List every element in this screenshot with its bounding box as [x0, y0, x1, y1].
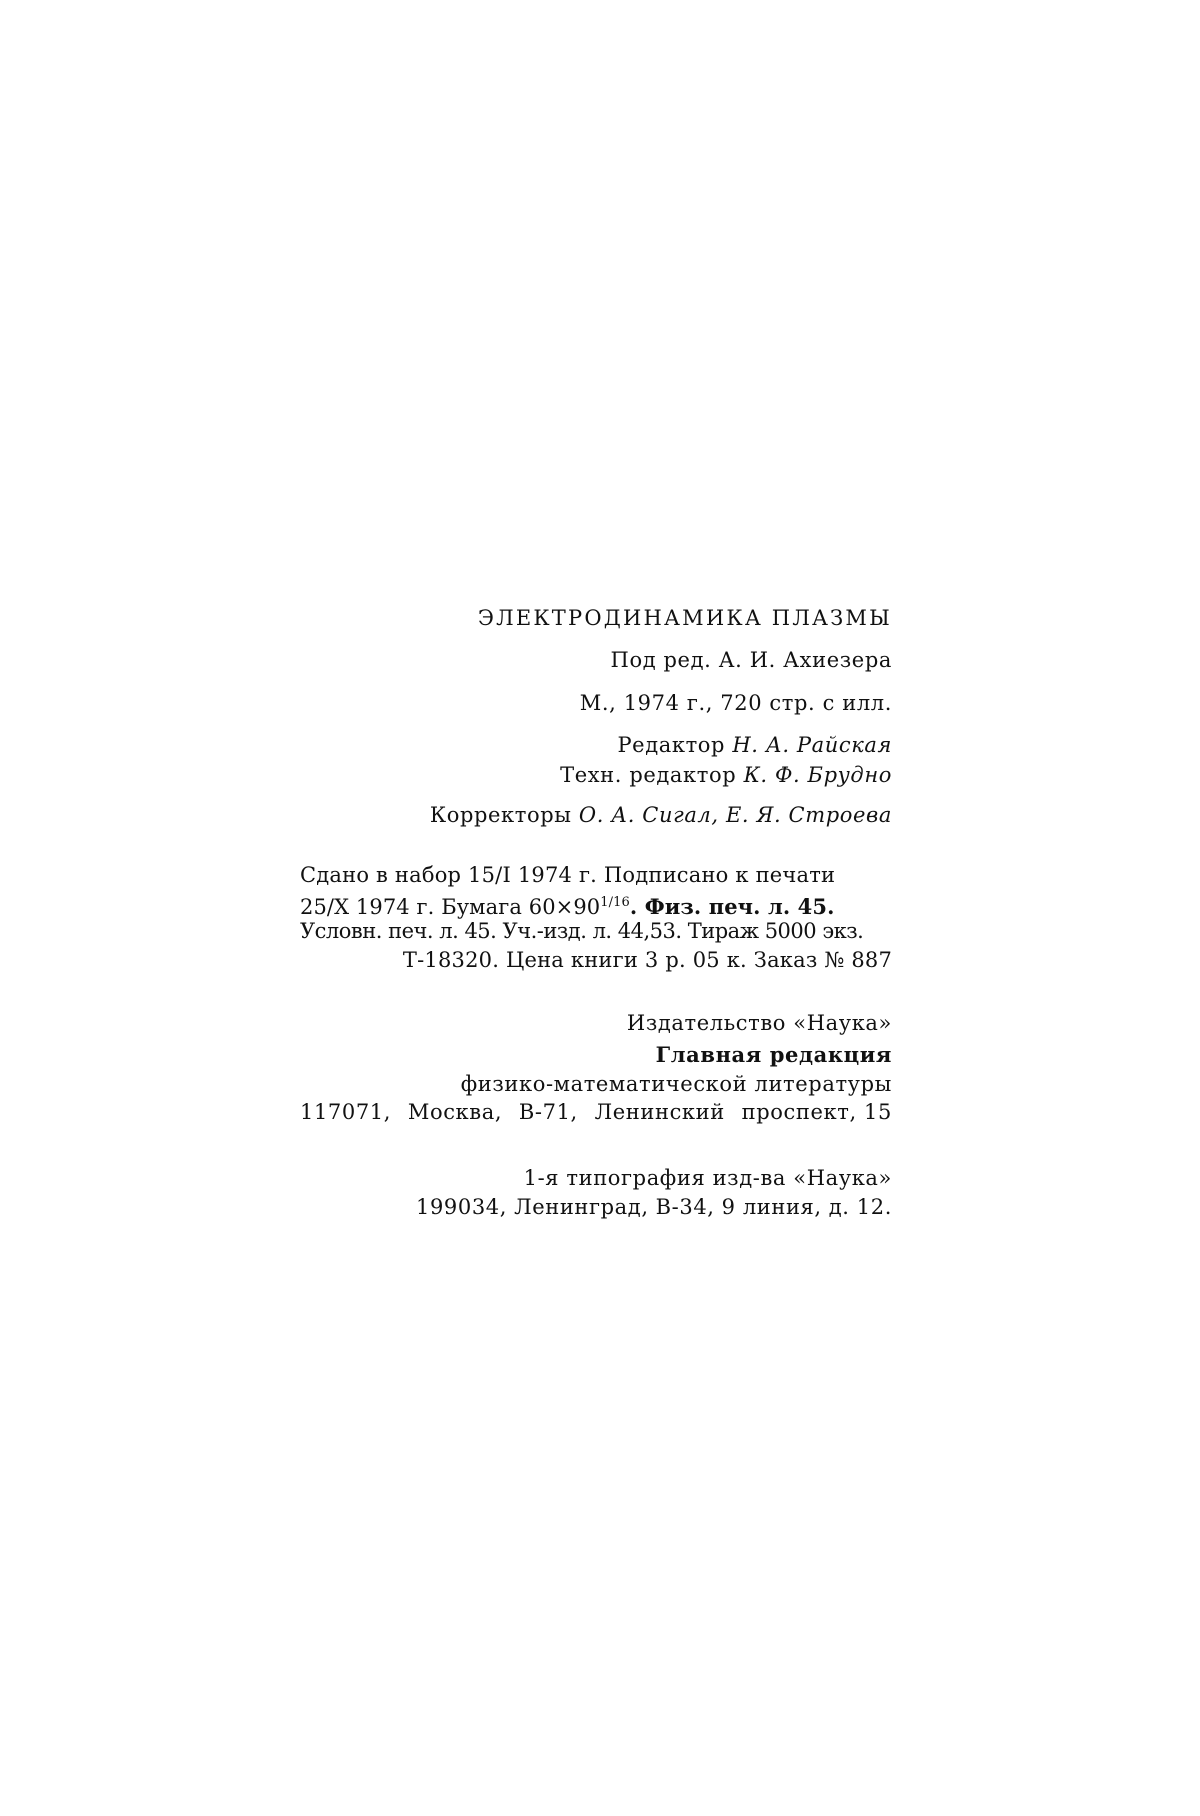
publisher-address-part: проспект, 15: [741, 1100, 892, 1124]
printer-address-part: 199034,: [416, 1195, 508, 1219]
print-details-text-2a: 25/X 1974 г. Бумага 60×90: [300, 895, 601, 919]
print-details-text-2b: . Физ. печ. л. 45.: [629, 894, 835, 919]
printer-address-part: В-34,: [655, 1195, 715, 1219]
publisher-address: [300, 1097, 892, 1127]
publisher-address-part: Ленинский: [594, 1100, 725, 1124]
colophon-block: [300, 0, 892, 1816]
edited-by: Под ред. А. И. Ахиезера: [610, 648, 892, 672]
publisher-address-part: В-71,: [518, 1100, 578, 1124]
book-title: ЭЛЕКТРОДИНАМИКА ПЛАЗМЫ: [477, 606, 892, 630]
publisher-division-2: физико-математической литературы: [460, 1072, 892, 1096]
tech-editor-name: К. Ф. Брудно: [743, 763, 892, 787]
proofreaders-names: О. А. Сигал, Е. Я. Строева: [578, 803, 892, 827]
tech-editor-line: [300, 760, 892, 790]
printer-name: 1-я типография изд-ва «Наука»: [523, 1166, 892, 1190]
editor-label: Редактор: [617, 733, 726, 757]
proofreaders-line: [300, 800, 892, 830]
publisher-name: Издательство «Наука»: [626, 1011, 892, 1035]
printer-address-part: д. 12.: [828, 1195, 892, 1219]
editor-name: Н. А. Райская: [732, 733, 892, 757]
printer-address: [416, 1192, 892, 1222]
paper-format-fraction: 1/16: [600, 895, 630, 910]
print-details-text-1: Сдано в набор 15/I 1974 г. Подписано к печати: [300, 863, 836, 887]
publisher-division: Главная редакция: [655, 1042, 892, 1067]
publisher-address-part: Москва,: [407, 1100, 503, 1124]
print-details-line-3: Условн. печ. л. 45. Уч.-изд. л. 44,53. Тираж 5000 экз.: [300, 919, 864, 943]
tech-editor-label: Техн. редактор: [560, 763, 737, 787]
publisher-address-part: 117071,: [300, 1100, 392, 1124]
proofreaders-label: Корректоры: [429, 803, 572, 827]
printer-address-part: 9 линия,: [721, 1195, 822, 1219]
printer-address-part: Ленинград,: [514, 1195, 649, 1219]
print-details-line-1: [300, 860, 892, 890]
editor-line: [300, 730, 892, 760]
publication-info: М., 1974 г., 720 стр. с илл.: [579, 691, 892, 715]
print-details-line-4: Т-18320. Цена книги 3 р. 05 к. Заказ № 887: [402, 948, 892, 972]
